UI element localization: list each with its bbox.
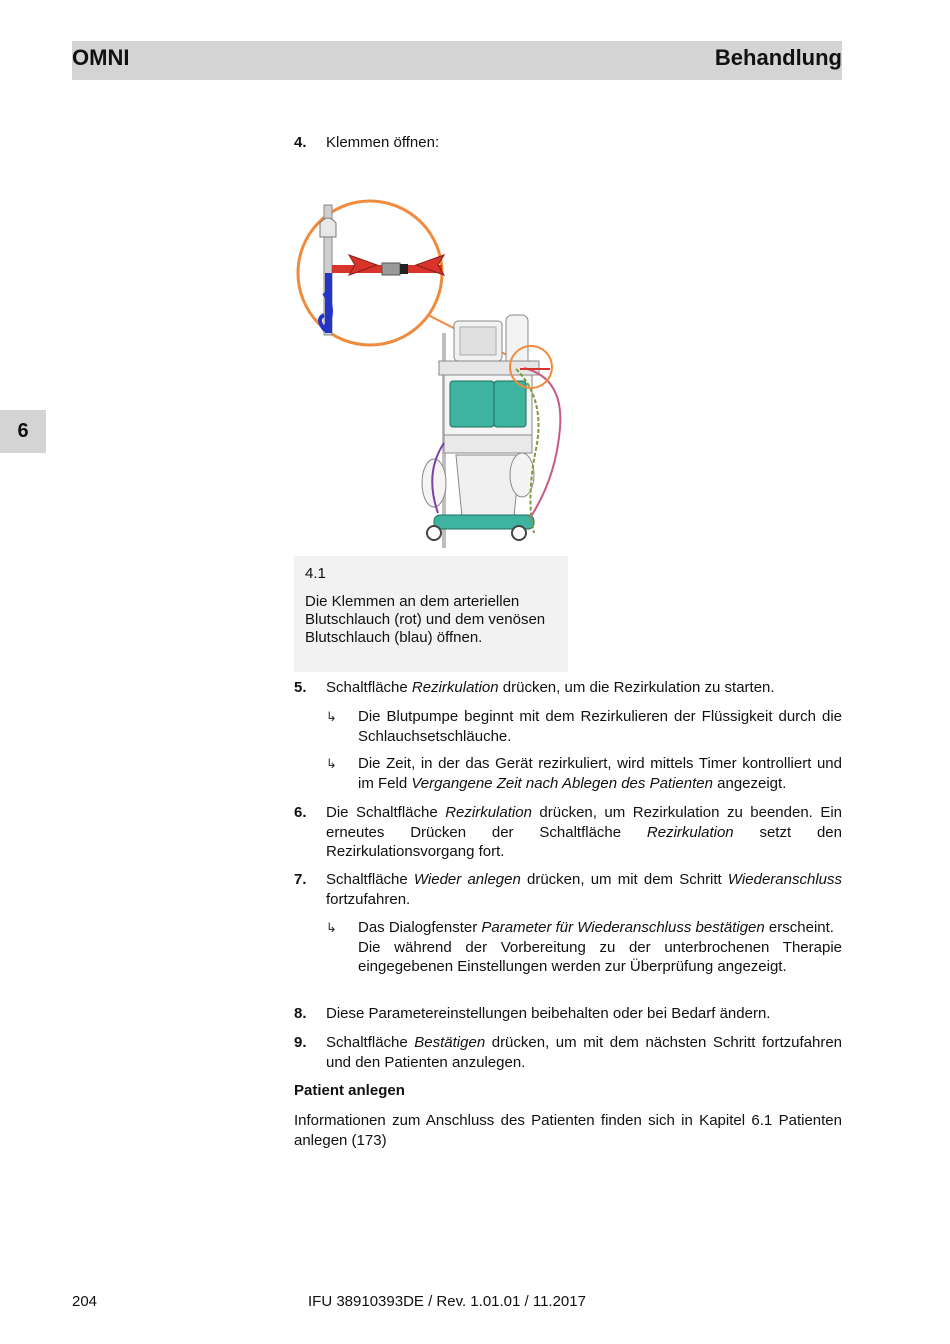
step-text: Diese Parametereinstellungen beibehalten oder bei Bedarf ändern. xyxy=(326,1005,771,1022)
device-illustration xyxy=(294,193,574,548)
wheel-left xyxy=(427,526,441,540)
result-text: Die Blutpumpe beginnt mit dem Rezirkulieren der Flüssigkeit durch die Schlauchsetschläuche. xyxy=(358,708,842,745)
header-section: Behandlung xyxy=(714,45,842,70)
step-number: 9. xyxy=(294,1034,307,1051)
result-arrow-icon: ↳ xyxy=(326,709,337,724)
filter-left xyxy=(450,381,494,427)
page-number: 204 xyxy=(72,1293,98,1310)
step-4 xyxy=(294,133,842,153)
step-number: 4. xyxy=(294,134,307,151)
caption-number: 4.1 xyxy=(305,565,326,582)
result-arrow-icon: ↳ xyxy=(326,920,337,935)
step-8 xyxy=(294,1004,842,1024)
step-number: 8. xyxy=(294,1005,307,1022)
step-text: Die Schaltfläche Rezirkulation drücken, um Rezirkulation zu beenden. Ein erneutes Drücken der Schaltfläche Rezirkulation setzt den Rezirkulationsvorgang fort. xyxy=(326,804,842,860)
caption-text: Die Klemmen an dem arteriellen Blutschlauch (rot) und dem venösen Blutschlauch (blau) öffnen. xyxy=(305,593,546,646)
connector xyxy=(382,263,400,275)
step-5 xyxy=(294,678,842,698)
section-heading: Patient anlegen xyxy=(294,1082,405,1099)
result-text: Die Zeit, in der das Gerät rezirkuliert, wird mittels Timer kontrolliert und im Feld Vergangene Zeit nach Ablegen des Patienten angezeigt. xyxy=(358,755,842,792)
step-number: 5. xyxy=(294,679,307,696)
result-arrow-icon: ↳ xyxy=(326,756,337,771)
result-5a xyxy=(326,707,842,746)
step-6 xyxy=(294,803,842,862)
chapter-tab: 6 xyxy=(0,410,46,453)
result-7 xyxy=(326,918,842,977)
clip-top xyxy=(320,218,336,237)
header-product: OMNI xyxy=(72,45,130,70)
device-column xyxy=(456,455,520,517)
filter-right xyxy=(494,381,526,427)
step-9 xyxy=(294,1033,842,1072)
wheel-right xyxy=(512,526,526,540)
document-reference: IFU 38910393DE / Rev. 1.01.01 / 11.2017 xyxy=(308,1293,586,1310)
figure-caption xyxy=(294,556,568,672)
step-text: Schaltfläche Bestätigen drücken, um mit dem nächsten Schritt fortzufahren und den Patienten anzulegen. xyxy=(326,1034,843,1071)
page-header xyxy=(72,41,842,80)
result-text: Das Dialogfenster Parameter für Wiederanschluss bestätigen erscheint. Die während der Vorbereitung zu der unterbrochenen Therapie eingegebenen Einstellungen werden zur Überprüfung angezeigt. xyxy=(358,919,842,975)
result-5b xyxy=(326,754,842,793)
connector-dark xyxy=(400,264,408,274)
step-7 xyxy=(294,870,842,909)
step-text: Schaltfläche Wieder anlegen drücken, um mit dem Schritt Wiederanschluss fortzufahren. xyxy=(326,871,842,908)
step-text: Schaltfläche Rezirkulation drücken, um die Rezirkulation zu starten. xyxy=(326,679,775,696)
step-number: 6. xyxy=(294,804,307,821)
patient-info-text: Informationen zum Anschluss des Patienten finden sich in Kapitel 6.1 Patienten anlegen (173) xyxy=(294,1112,842,1149)
step-text: Klemmen öffnen: xyxy=(326,134,440,151)
step-number: 7. xyxy=(294,871,307,888)
